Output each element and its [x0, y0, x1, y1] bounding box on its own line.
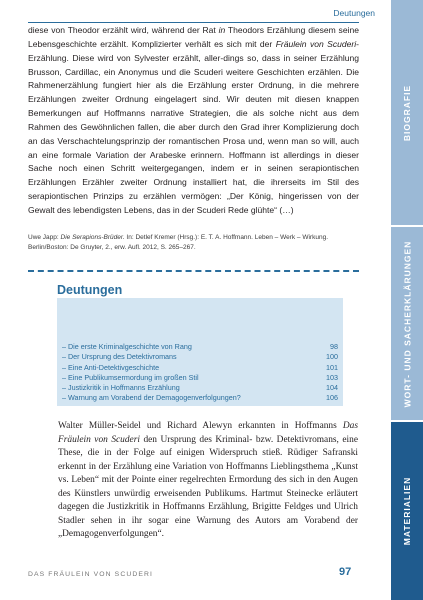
- body-text-rest: dings so, dass in seiner Erzählung Brusson, Cardillac, ein Anonymus und die Scuderi weitere Geschichten erzählen. Die Rahmenerzählung fungiert hier als die Erzählung erster Ordnung, in die mehrere Erzählungen zweiter Ordnung eingelagert sind. Wir deuten mit diesen knappen Bemerkungen auf Hoffmanns narrative Strategien, die als solche nicht aus dem Rahmen des Gewöhnlichen fallen, die aber durch den Grad ihrer Komplizierung doch an das Verschachtelungsprinzip der romantischen Prosa und, wenn man so will, auch an eine formale Variation der Arabeske erinnern. Hoffmann ist allerdings in dieser Sache noch einen Schritt weitergegangen, indem er in seinen serapiontischen Erzählungen Erzähler zweiter Ordnung installiert hat, die ihrerseits im Stil des serapiontischen Prinzips zu erzählen vermögen: „Der König, hingerissen von der Gewalt des lebendigsten Lebens, das in der Scuderi Rede glühte“ (…): [28, 52, 359, 215]
- toc-item-label: – Eine Publikumsermordung im großen Stil: [62, 372, 199, 382]
- intro-paragraph: [58, 420, 358, 542]
- page-number: 97: [339, 566, 352, 578]
- toc-item[interactable]: [62, 373, 338, 383]
- toc-item-label: – Der Ursprung des Detektivromans: [62, 352, 177, 362]
- body-text-line1: diese von Theodor erzählt wird, während der Rat: [28, 25, 219, 35]
- toc-item-page: 103: [326, 372, 338, 382]
- intro-text-b: den Ursprung des Kriminal- bzw. Detektivromans, eine These, die in der Folge auf einigen Widerspruch stieß. Rüdiger Safranski erkennt in der Erzählung eine Variation von Hoffmanns Lieblingsthema „Kunst vs. Leben“ mit der Pointe einer regelrechten Ermordung des sich in den Augen des Künstlers unwürdig erweisenden Publikums. Hartmut Steinecke erläutert dagegen die Justizkritik in Hoffmanns Erzählung, Brigitte Feldges und Ulrich Stadler sehen in ihr sogar eine Warnung des Autors am Vorabend der „Demagogenverfolgungen“.: [58, 434, 359, 539]
- toc-item-label: – Warnung am Vorabend der Demagogenverfolgungen?: [62, 393, 241, 403]
- toc-item-page: 98: [330, 342, 338, 351]
- citation-title: Die Serapions-Brüder.: [60, 234, 125, 241]
- side-tab-label: MATERIALIEN: [402, 476, 413, 546]
- toc-item[interactable]: [62, 383, 338, 393]
- side-tab-wort-und-sacherklaerungen[interactable]: [391, 227, 423, 420]
- running-header-title: Deutungen: [333, 8, 375, 18]
- section-heading: Deutungen: [57, 283, 123, 297]
- toc-item-page: 104: [326, 383, 338, 393]
- intro-book-title: Das Fräulein von Scuderi: [58, 421, 358, 445]
- body-text-line3a: der: [259, 38, 276, 49]
- toc-item-page: 100: [326, 352, 338, 362]
- body-text-line1b: Theodors Erzählung: [225, 25, 306, 35]
- dashed-divider: [28, 270, 359, 272]
- header-rule: [28, 22, 359, 23]
- side-tab-materialien[interactable]: [391, 422, 423, 600]
- toc-item-label: – Die erste Kriminalgeschichte von Rang: [62, 342, 192, 351]
- citation-details: In: Detlef Kremer (Hrsg.): E. T. A. Hoffmann. Leben – Werk – Wirkung. Berlin/Boston: De Gruyter, 2., erw. Aufl. 2012, S. 265–267.: [28, 234, 328, 251]
- citation-author: Uwe Japp:: [28, 234, 61, 241]
- side-tab-label: WORT- UND SACHERKLÄRUNGEN: [402, 240, 413, 407]
- toc-item[interactable]: [62, 363, 338, 373]
- toc-item-label: – Eine Anti-Detektivgeschichte: [62, 362, 160, 372]
- toc-item[interactable]: [62, 342, 338, 352]
- toc-item-label: – Justizkritik in Hoffmanns Erzählung: [62, 383, 180, 393]
- source-citation: [28, 233, 359, 252]
- body-paragraph: [28, 24, 359, 218]
- toc-item-page: 101: [326, 362, 338, 372]
- body-text-title-em: Fräulein von Scuderi: [275, 38, 357, 49]
- body-text-line2: diesem seine Lebensgeschichte erzählt. Komplizierter verhält es sich mit: [28, 25, 359, 49]
- toc-item[interactable]: [62, 352, 338, 362]
- toc-item[interactable]: [62, 393, 338, 403]
- side-tab-biografie[interactable]: [391, 0, 423, 225]
- toc-list: [62, 342, 338, 404]
- side-tab-label: BIOGRAFIE: [402, 84, 413, 141]
- footer-book-title: DAS FRÄULEIN VON SCUDERI: [28, 571, 153, 578]
- body-text-line3b: -Erzählung. Diese wird von Sylvester erzählt, aller-: [28, 38, 359, 63]
- toc-item-page: 106: [326, 393, 338, 403]
- body-text-emphasis: in: [218, 25, 226, 35]
- intro-text-a: Walter Müller-Seidel und Richard Alewyn erkannten in Hoffmanns: [58, 421, 343, 431]
